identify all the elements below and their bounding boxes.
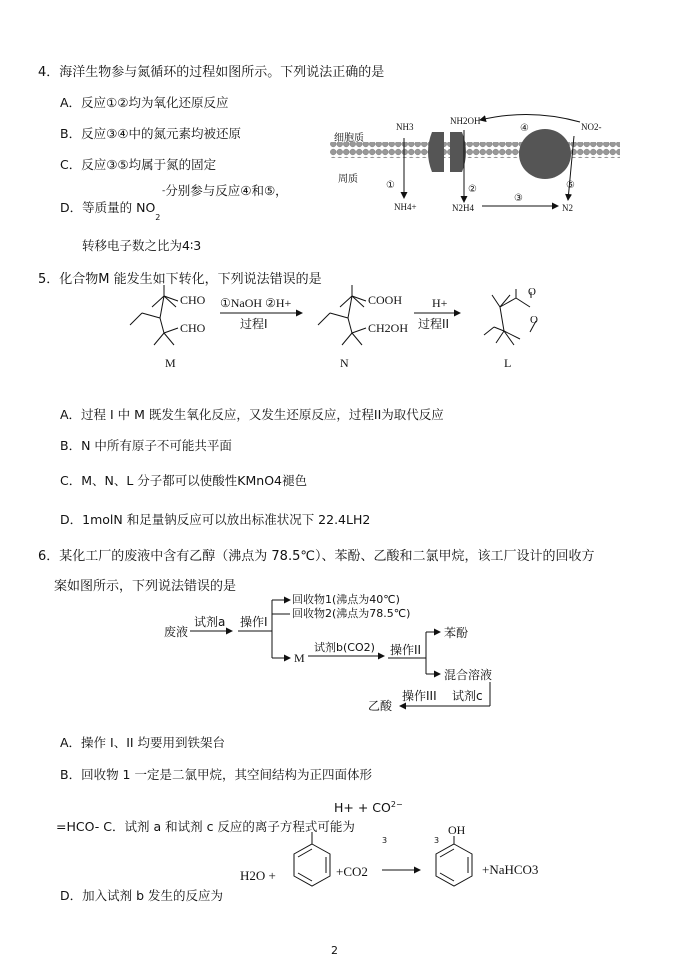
flow-op3: 操作III bbox=[402, 689, 437, 703]
page-number: 2 bbox=[331, 944, 338, 957]
flow-acetic: 乙酸 bbox=[368, 699, 393, 713]
reaction-3-label: ③ bbox=[514, 193, 523, 204]
eq-h2o: H2O + bbox=[240, 868, 276, 883]
flow-waste: 废液 bbox=[164, 625, 189, 639]
arrow-reaction-4 bbox=[480, 114, 580, 122]
nh2oh-label: NH2OH bbox=[450, 116, 481, 126]
flow-reagent-a: 试剂a bbox=[194, 615, 226, 629]
molecule-n bbox=[318, 285, 366, 345]
q5-stem: 5．化合物M 能发生如下转化，下列说法错误的是 bbox=[38, 272, 322, 287]
q6-option-b: B．回收物 1 一定是二氯甲烷，其空间结构为正四面体形 bbox=[60, 767, 372, 782]
n-ch2oh: CH2OH bbox=[368, 321, 409, 335]
molecule-m bbox=[130, 285, 178, 345]
reaction-4-label: ④ bbox=[520, 123, 529, 134]
q5-option-d: D．1molN 和足量钠反应可以放出标准状况下 22.4LH2 bbox=[60, 512, 371, 527]
q4-option-d: D．等质量的 $NO_2$ bbox=[60, 200, 161, 222]
flow-op2: 操作II bbox=[390, 643, 422, 657]
process-2-conditions: H+ bbox=[432, 296, 448, 310]
process-2-label: 过程II bbox=[418, 317, 450, 331]
label-n: N bbox=[340, 356, 349, 370]
reaction-5-label: ⑤ bbox=[566, 180, 575, 191]
eq-oh: OH bbox=[448, 823, 466, 837]
q6-stem-line1: 6．某化工厂的废液中含有乙醇（沸点为 78.5℃）、苯酚、乙酸和二氯甲烷，该工厂设计的回收方 bbox=[38, 549, 595, 564]
reaction-scheme bbox=[120, 283, 590, 378]
q6-stem-line2: 案如图所示，下列说法错误的是 bbox=[54, 579, 237, 594]
flow-reagent-b: 试剂b(CO2) bbox=[314, 641, 375, 654]
flow-recovery-1: 回收物1(沸点为40℃) bbox=[292, 593, 400, 606]
label-l: L bbox=[504, 356, 512, 370]
eq-co2: +CO2 bbox=[336, 864, 368, 879]
membrane-upper bbox=[330, 142, 620, 150]
flow-mixed: 混合溶液 bbox=[444, 668, 493, 682]
n-cooh: COOH bbox=[368, 293, 403, 307]
phenoxide-ring bbox=[294, 832, 330, 886]
recovery-flowchart bbox=[160, 586, 510, 716]
enzyme-protein bbox=[519, 129, 571, 179]
q4-option-d-end: 转移电子数之比为4∶3 bbox=[82, 238, 202, 253]
q6-sub-3a: 3 bbox=[382, 836, 388, 845]
process-1-conditions: ①NaOH ②H+ bbox=[220, 296, 292, 310]
label-periplasm: 周质 bbox=[338, 174, 358, 185]
n2-label: N2 bbox=[562, 203, 573, 213]
flow-op1: 操作I bbox=[240, 615, 268, 629]
q4-option-d-cont: -分别参与反应④和⑤， bbox=[162, 183, 288, 198]
q5-option-b: B．N 中所有原子不可能共平面 bbox=[60, 438, 232, 453]
l-ring-o: O bbox=[530, 314, 538, 326]
nitrogen-cycle-diagram bbox=[330, 108, 630, 220]
label-m: M bbox=[165, 356, 176, 370]
m-cho-bottom: CHO bbox=[180, 321, 206, 335]
q4-option-c: C．反应③⑤均属于氮的固定 bbox=[60, 157, 217, 172]
flow-m: M bbox=[294, 651, 305, 665]
membrane-lower bbox=[330, 150, 620, 158]
q4-option-a: A．反应①②均为氧化还原反应 bbox=[60, 95, 229, 110]
q4-stem: 4．海洋生物参与氮循环的过程如图所示。下列说法正确的是 bbox=[38, 65, 385, 80]
q6-option-d: D．加入试剂 b 发生的反应为 bbox=[60, 888, 224, 903]
q4-option-b: B．反应③④中的氮元素均被还原 bbox=[60, 126, 241, 141]
reaction-2-label: ② bbox=[468, 184, 477, 195]
phenol-equation bbox=[236, 820, 566, 898]
q6-sub-3b: 3 bbox=[434, 836, 440, 845]
q6-option-a: A．操作 I、II 均要用到铁架台 bbox=[60, 735, 226, 750]
no2-label: NO2- bbox=[581, 122, 602, 132]
flow-phenol: 苯酚 bbox=[444, 626, 469, 640]
q6-option-c: =HCO- C．试剂 a 和试剂 c 反应的离子方程式可能为 bbox=[56, 819, 355, 834]
flow-reagent-c: 试剂c bbox=[452, 689, 483, 703]
reaction-1-label: ① bbox=[386, 180, 395, 191]
channel-protein-left bbox=[428, 132, 444, 172]
n2h4-label: N2H4 bbox=[452, 203, 474, 213]
phenol-ring bbox=[436, 836, 472, 886]
m-cho-top: CHO bbox=[180, 293, 206, 307]
q5-option-c: C．M、N、L 分子都可以使酸性KMnO4褪色 bbox=[60, 473, 307, 488]
process-1-label: 过程I bbox=[240, 317, 268, 331]
q6-option-c-top: $H+ + CO^{2-}$ bbox=[334, 800, 403, 815]
nh4-label: NH4+ bbox=[394, 202, 417, 212]
nh3-label: NH3 bbox=[396, 122, 414, 132]
q5-option-a: A．过程 I 中 M 既发生氧化反应，又发生还原反应，过程II为取代反应 bbox=[60, 407, 444, 422]
flow-recovery-2: 回收物2(沸点为78.5℃) bbox=[292, 607, 411, 620]
label-cytoplasm: 细胞质 bbox=[334, 133, 364, 144]
l-carbonyl-o: O bbox=[528, 286, 536, 298]
eq-nahco3: +NaHCO3 bbox=[482, 862, 539, 877]
